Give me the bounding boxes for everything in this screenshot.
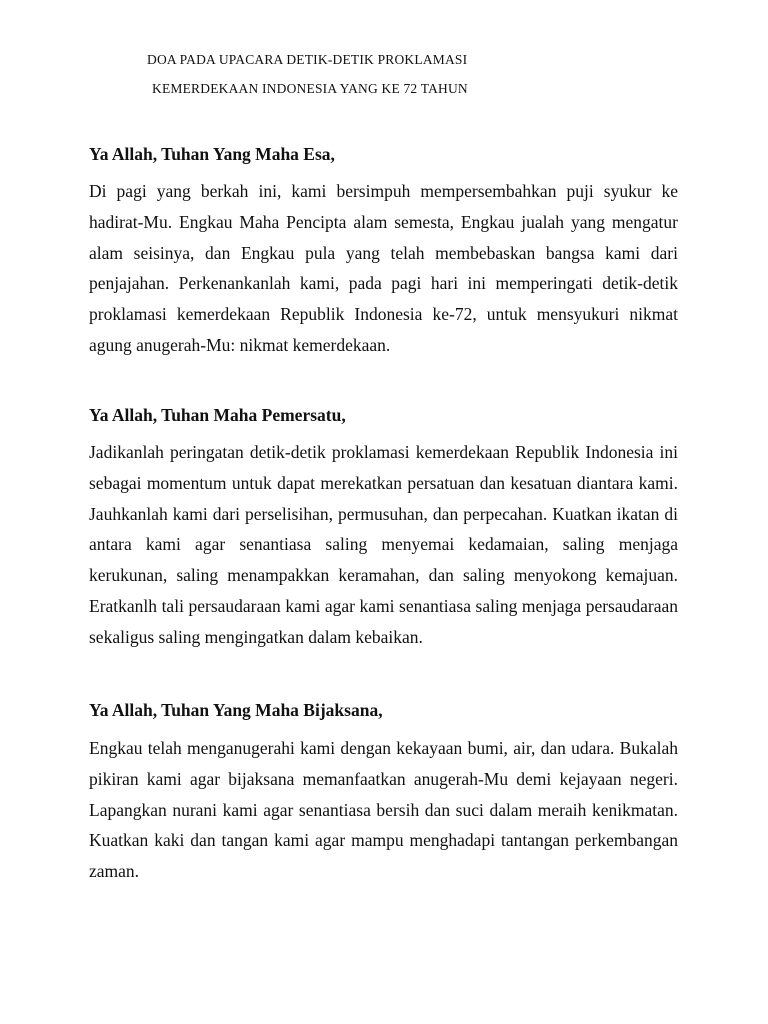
document-title-line-2: KEMERDEKAAN INDONESIA YANG KE 72 TAHUN xyxy=(152,81,468,96)
section-paragraph-3: Engkau telah menganugerahi kami dengan kekayaan bumi, air, dan udara. Bukalah pikiran kami agar bijaksana memanfaatkan anugerah-Mu demi kejayaan negeri. Lapangkan nurani kami agar senantiasa bersih dan suci dalam meraih kenikmatan. Kuatkan kaki dan tangan kami agar mampu menghadapi tantangan perkembangan zaman. xyxy=(89,738,678,882)
section-heading-2: Ya Allah, Tuhan Maha Pemersatu, xyxy=(89,405,346,425)
document-title-line-1: DOA PADA UPACARA DETIK-DETIK PROKLAMASI xyxy=(147,52,468,67)
section-heading-1: Ya Allah, Tuhan Yang Maha Esa, xyxy=(89,144,335,164)
section-heading-3: Ya Allah, Tuhan Yang Maha Bijaksana, xyxy=(89,700,383,720)
section-paragraph-2: Jadikanlah peringatan detik-detik proklamasi kemerdekaan Republik Indonesia ini sebagai momentum untuk dapat merekatkan persatuan dan kesatuan diantara kami. Jauhkanlah kami dari perselisihan, permusuhan, dan perpecahan. Kuatkan ikatan di antara kami agar senantiasa saling menyemai kedamaian, saling menjaga kerukunan, saling menampakkan keramahan, dan saling menyokong kemajuan. Eratkanlh tali persaudaraan kami agar kami senantiasa saling menjaga persaudaraan sekaligus saling mengingatkan dalam kebaikan. xyxy=(89,442,678,647)
section-paragraph-1: Di pagi yang berkah ini, kami bersimpuh mempersembahkan puji syukur ke hadirat-Mu. Engkau Maha Pencipta alam semesta, Engkau jualah yang mengatur alam seisinya, dan Engkau pula yang telah membebaskan bangsa kami dari penjajahan. Perkenankanlah kami, pada pagi hari ini memperingati detik-detik proklamasi kemerdekaan Republik Indonesia ke-72, untuk mensyukuri nikmat agung anugerah-Mu: nikmat kemerdekaan. xyxy=(89,181,678,355)
